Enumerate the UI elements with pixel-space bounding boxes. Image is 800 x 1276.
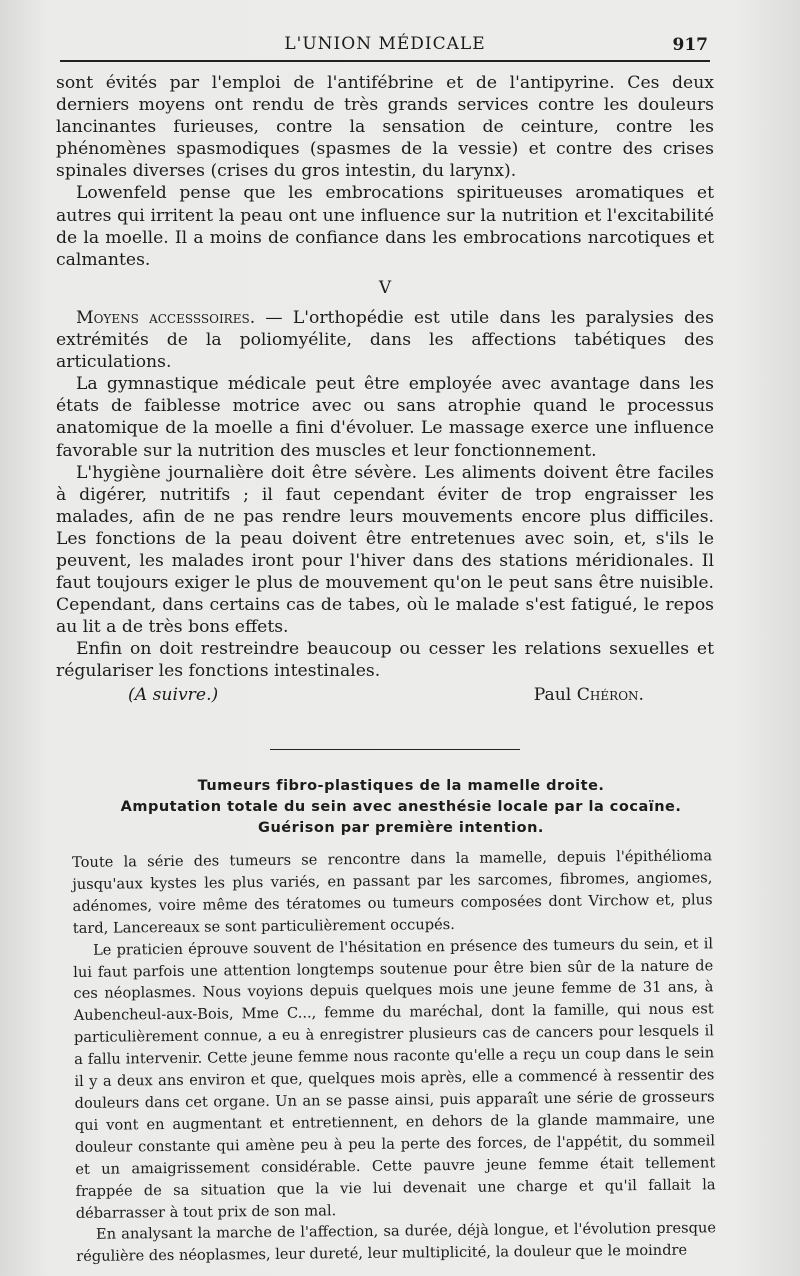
separator-rule	[270, 749, 520, 750]
author-first-name: Paul	[533, 684, 577, 705]
header-rule	[60, 60, 710, 62]
body-text	[56, 72, 714, 706]
page-number: 917	[672, 35, 708, 55]
running-title: L'UNION MÉDICALE	[284, 34, 486, 54]
page-header	[60, 30, 710, 60]
signature-line	[56, 684, 714, 706]
paragraph: La gymnastique médicale peut être employée avec avantage dans les états de faiblesse motrice avec ou sans atrophie quand le processus anatomique de la moelle a fini d'évoluer. Le massage exerce une influence favorable sur la nutrition des muscles et leur fonctionnement.	[56, 374, 714, 461]
continuation-note: (A suivre.)	[128, 684, 219, 705]
paragraph: Enfin on doit restreindre beaucoup ou cesser les relations sexuelles et régulariser les fonctions intestinales.	[56, 639, 714, 682]
paragraph	[56, 307, 714, 373]
article-title-line: Guérison par première intention.	[258, 820, 544, 836]
article-title	[56, 776, 746, 839]
paragraph-text: L'orthopédie est utile dans les paralysies des extrémités de la poliomyélite, dans les affections tabétiques des articulations.	[56, 307, 714, 373]
section-lead: Moyens accesssoires. —	[76, 307, 283, 328]
author	[534, 684, 644, 706]
article-paragraph: Toute la série des tumeurs se rencontre dans la mamelle, depuis l'épithélioma jusqu'aux kystes les plus variés, en passant par les sarcomes, fibromes, angiomes, adénomes, voire même des tératomes ou tumeurs composées dont Virchow et, plus tard, Lancereaux se sont particulièrement occupés.	[72, 847, 713, 937]
article-body	[72, 845, 716, 1268]
article-paragraph: En analysant la marche de l'affection, sa durée, déjà longue, et l'évolution presque régulière des néoplasmes, leur dureté, leur multiplicité, la douleur que le moindre	[76, 1219, 717, 1266]
article-paragraph: Le praticien éprouve souvent de l'hésitation en présence des tumeurs du sein, et il lui faut parfois une attention longtemps soutenue pour être bien sûr de la nature de ces néoplasmes. Nous voyions depuis quelques mois une jeune femme de 31 ans, à Aubencheul-aux-Bois, Mme C..., femme du maréchal, dont la famille, qui nous est particulièrement connue, a eu à enregistrer plusieurs cas de cancers pour lesquels il a fallu intervenir. Cette jeune femme nous raconte qu'elle a reçu un coup dans le sein il y a deux ans environ et que, quelques mois après, elle a commencé à ressentir des douleurs dans cet organe. Un an se passe ainsi, puis apparaît une série de grosseurs qui vont en augmentant et entretiennent, en dehors de la glande mammaire, une douleur constante qui amène peu à peu la perte des forces, de l'appétit, du sommeil et un amaigrissement considérable. Cette pauvre jeune femme était tellement frappée de sa situation que la vie lui devenait une charge et qu'il fallait la débarrasser à tout prix de son mal.	[73, 934, 716, 1222]
article-title-line: Amputation totale du sein avec anesthésie locale par la cocaïne.	[120, 799, 682, 815]
article-title-line: Tumeurs fibro-plastiques de la mamelle droite.	[197, 778, 605, 794]
paragraph: L'hygiène journalière doit être sévère. Les aliments doivent être faciles à digérer, nutritifs ; il faut cependant éviter de trop engraisser les malades, afin de ne pas rendre leurs mouvements encore plus difficiles. Les fonctions de la peau doivent être entretenues avec soin, et, s'ils le peuvent, les malades iront pour l'hiver dans des stations méridionales. Il faut toujours exiger le plus de mouvement qu'on le peut sans être nuisible. Cependant, dans certains cas de tabes, où le malade s'est fatigué, le repos au lit a de très bons effets.	[56, 462, 714, 638]
author-last-name: Chéron.	[576, 684, 644, 705]
paragraph: sont évités par l'emploi de l'antifébrine et de l'antipyrine. Ces deux derniers moyens ont rendu de très grands services contre les douleurs lancinantes furieuses, contre la sensation de ceinture, contre les phénomènes spasmodiques (spasmes de la vessie) et contre des crises spinales diverses (crises du gros intestin, du larynx).	[56, 73, 714, 182]
paragraph: Lowenfeld pense que les embrocations spiritueuses aromatiques et autres qui irritent la peau ont une influence sur la nutrition et l'excitabilité de la moelle. Il a moins de confiance dans les embrocations narcotiques et calmantes.	[56, 183, 714, 270]
section-number: V	[378, 277, 392, 298]
